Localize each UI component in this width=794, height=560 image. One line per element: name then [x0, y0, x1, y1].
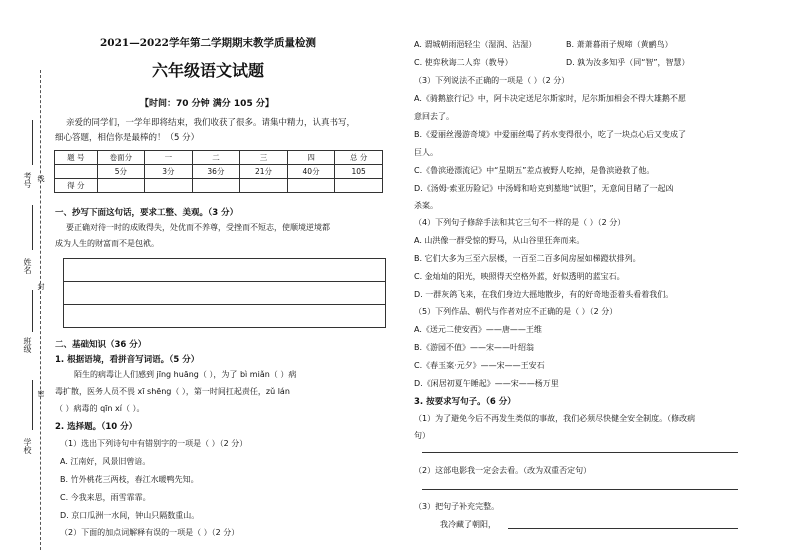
q3-1-line-2: 句）: [414, 431, 430, 440]
section2-heading: 二、基础知识（36 分）: [55, 340, 147, 350]
score-cell: [55, 165, 98, 179]
score-input-cell[interactable]: [287, 179, 335, 193]
answer-line-2[interactable]: [422, 489, 738, 490]
xingming-line: [32, 205, 33, 250]
q2-heading: 2. 选择题。（10 分）: [55, 422, 138, 432]
q2-3-option-b-2: 巨人。: [414, 148, 438, 157]
q1-heading: 1. 根据语境，看拼音写词语。（5 分）: [55, 355, 200, 365]
q2-4-option-d: D. 一群灰鸽飞来，在我们身边大摇地散步，有的好奇地歪着头看着我们。: [414, 290, 674, 299]
q2-5-option-c: C.《春玉案·元夕》——宋——王安石: [414, 361, 545, 370]
subject-title: 六年级语文试题: [152, 61, 265, 80]
score-cell: 三: [240, 151, 288, 165]
banji-line: [32, 290, 33, 332]
score-cell: 总 分: [335, 151, 383, 165]
q2-3: （3）下列说法不正确的一项是（ ）（2 分）: [414, 76, 570, 85]
q2-1-option-d: D. 京口瓜洲一水间，钟山只隔数重山。: [60, 511, 200, 520]
margin-mark-mi: 密: [37, 390, 45, 397]
q3-2: （2）这部电影我一定会去看。（改为双重否定句）: [414, 466, 592, 475]
q2-4-option-b: B. 它们大多为三至六层楼，一百至二百多间房屋如梯蹬状排列。: [414, 254, 641, 263]
intro-line-1: 亲爱的同学们，一学年即将结束，我们收获了很多。请集中精力，认真书写，: [66, 118, 356, 128]
writing-row-line: [64, 304, 385, 305]
score-cell: 卷面分: [97, 151, 145, 165]
q2-1-option-a: A. 江南好，风景旧曾谙。: [60, 457, 151, 466]
q3-heading: 3. 按要求写句子。（6 分）: [414, 397, 516, 407]
q2-5-option-d: D.《闲居初夏午睡起》——宋——杨万里: [414, 379, 559, 388]
q2-3-option-b-1: B.《爱丽丝漫游奇境》中爱丽丝喝了药水变得很小，吃了一块点心后又变成了: [414, 130, 687, 139]
score-input-cell[interactable]: [192, 179, 240, 193]
writing-row-line: [64, 281, 385, 282]
xuexiao-line: [32, 380, 33, 430]
quote-line-2: 成为人生的财富而不是包袱。: [55, 239, 159, 248]
q2-5-option-b: B.《游园不值》——宋——叶绍翁: [414, 343, 535, 352]
q2-3-option-d-2: 杀案。: [414, 201, 438, 210]
score-input-cell[interactable]: [240, 179, 288, 193]
margin-label-xuexiao: 学校: [23, 438, 32, 454]
margin-label-banji: 班级: [23, 337, 32, 353]
score-cell: 题 号: [55, 151, 98, 165]
q2-2-option-a: A. 谓城朝雨浥轻尘（湿润、沾湿）: [414, 40, 537, 49]
score-cell: 一: [145, 151, 193, 165]
score-cell: 3分: [145, 165, 193, 179]
score-cell: 36分: [192, 165, 240, 179]
answer-line-3[interactable]: [508, 528, 738, 529]
q3-3: （3）把句子补充完整。: [414, 502, 500, 511]
q2-5: （5）下列作品、朝代与作者对应不正确的是（ ）（2 分）: [414, 307, 618, 316]
score-cell: 105: [335, 165, 383, 179]
q2-1-option-b: B. 竹外桃花三两枝，春江水暖鸭先知。: [60, 475, 199, 484]
quote-line-1: 要正确对待一时的成败得失，处优而不养尊，受挫而不短志，使顺境逆境都: [66, 223, 330, 232]
q1-line-2: 毒扩散，医务人员不畏 xī shēng（ ），第一时间扛起责任，zǔ lán: [55, 387, 290, 396]
q2-1-option-c: C. 今我来思，雨雪霏霏。: [60, 493, 151, 502]
answer-line-1[interactable]: [422, 452, 738, 453]
time-score: 【时间：70 分钟 满分 105 分】: [140, 99, 274, 109]
score-input-cell[interactable]: [145, 179, 193, 193]
copy-writing-box[interactable]: [63, 258, 386, 328]
score-input-cell[interactable]: [335, 179, 383, 193]
margin-mark-xian: 线: [37, 175, 45, 182]
q2-2: （2）下面的加点词解释有误的一项是（ ）（2 分）: [60, 528, 240, 537]
score-cell: 5分: [97, 165, 145, 179]
score-cell: 二: [192, 151, 240, 165]
intro-line-2: 细心答题，相信你是最棒的！（5 分）: [55, 133, 200, 143]
kaohao-line: [32, 120, 33, 165]
q2-3-option-d-1: D.《汤姆·索亚历险记》中汤姆和哈克到墓地“试胆”，无意间目睹了一起凶: [414, 184, 674, 193]
margin-label-xingming: 姓名: [23, 258, 32, 274]
q2-3-option-a-1: A.《骑鹅旅行记》中，阿卡决定送尼尔斯家时，尼尔斯加相会不得大雄鹅不愿: [414, 94, 686, 103]
score-input-cell[interactable]: [97, 179, 145, 193]
q2-4-option-a: A. 山洪像一群受惊的野马，从山谷里狂奔而来。: [414, 236, 585, 245]
q2-2-option-b: B. 萧萧暮雨子规啼（黄鹂鸟）: [566, 40, 673, 49]
q2-3-option-c: C.《鲁滨逊漂流记》中“星期五”差点被野人吃掉，是鲁滨逊救了他。: [414, 166, 655, 175]
q1-line-1: 陌生的病毒让人们感到 jīng huāng（ ），为了 bì miǎn（ ）病: [74, 370, 297, 379]
q3-1-line-1: （1）为了避免今后不再发生类似的事故，我们必须尽快健全安全制度。（修改病: [414, 414, 696, 423]
q3-3-sentence-start: 我冷藏了朝阳，: [440, 520, 496, 529]
margin-label-kaohao: 考号: [23, 172, 32, 188]
binding-line: [40, 70, 41, 550]
score-cell: 40分: [287, 165, 335, 179]
score-cell: 21分: [240, 165, 288, 179]
exam-title: 2021—2022学年第二学期期末教学质量检测: [100, 37, 316, 49]
score-cell: 得 分: [55, 179, 98, 193]
q2-3-option-a-2: 意回去了。: [414, 112, 454, 121]
q2-2-option-d: D. 孰为汝多知乎（同“智”，智慧）: [566, 58, 690, 67]
score-cell: 四: [287, 151, 335, 165]
q2-4: （4）下列句子修辞手法和其它三句不一样的是（ ）（2 分）: [414, 218, 626, 227]
q2-4-option-c: C. 金灿灿的阳光，映照得天空格外蓝，好似透明的蓝宝石。: [414, 272, 625, 281]
margin-mark-feng: 封: [37, 283, 45, 290]
section1-heading: 一、抄写下面这句话，要求工整、美观。（3 分）: [55, 208, 239, 218]
q2-1: （1）选出下列诗句中有错别字的一项是（ ）（2 分）: [60, 439, 248, 448]
q2-5-option-a: A.《送元二使安西》——唐——王维: [414, 325, 542, 334]
q1-line-3: （ ）病毒的 qīn xí（ ）。: [55, 404, 145, 413]
score-table: [54, 150, 383, 193]
q2-2-option-c: C. 使弈秋诲二人弈（教导）: [414, 58, 513, 67]
